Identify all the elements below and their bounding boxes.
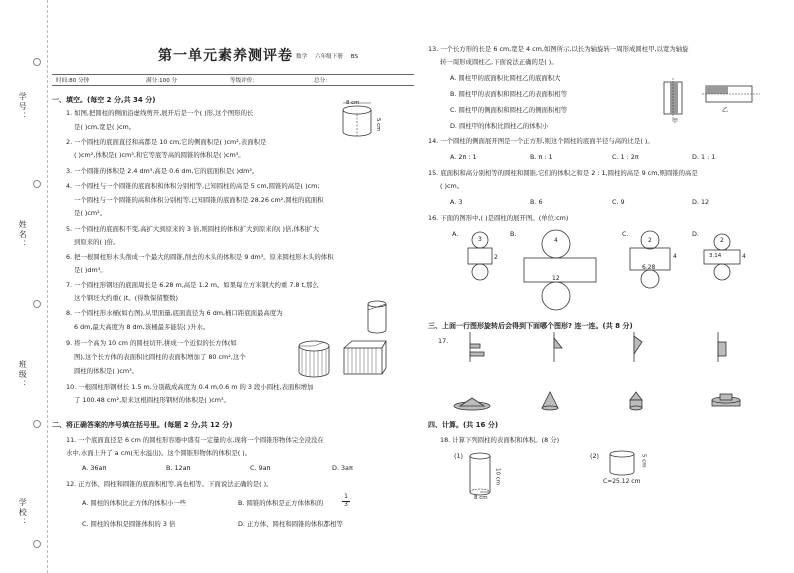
binding-margin [0, 0, 48, 573]
name-label: 姓名： [18, 220, 28, 250]
q12-line: 12. 正方体、圆柱和圆锥的底面积相等,高也相等。下面说法正确的是( )。 [66, 480, 273, 488]
q16-line: 16. 下面的图形中,( )是圆柱的展开图。(单位:cm) [428, 214, 569, 222]
info-bar [52, 74, 414, 86]
net-a-2: 2 [494, 254, 498, 261]
part1-line: 2. 一个圆柱的底面直径和高都是 10 cm,它的侧面积是( )cm²,表面积是 [66, 138, 267, 146]
part1-line: 3. 一个圆锥的体积是 2.4 dm³,高是 0.6 dm,它的底面积是( )dm²。 [66, 167, 259, 175]
part1-line: 圆柱的体积是( )cm³。 [74, 367, 139, 375]
q15-option-b: B. 6 [530, 198, 543, 206]
grade: 六年级下册 [314, 54, 343, 60]
part1-line: 了 100.48 cm²,原来这根圆柱形钢材的体积是( )cm³。 [74, 396, 230, 404]
q18-line: 18. 计算下列圆柱的表面积和体积。(8 分) [440, 436, 560, 444]
q15-line2: ( )cm。 [440, 182, 464, 190]
part1-line: 是( )dm³。 [74, 266, 107, 274]
part1-line: ( )cm²,体积是( )cm³,和它等底等高的圆锥的体积是( )cm³。 [74, 151, 245, 159]
q14-option-a: A. 2π : 1 [450, 153, 477, 161]
part1-line: 8. 一个圆柱形水桶(如右图),从里面量,底面直径为 6 dm,桶口距底面最高度为 [66, 309, 283, 317]
student-no-label: 学号： [18, 92, 28, 122]
q14-line: 14. 一个圆柱的侧面展开图是一个正方形,则这个圆柱的底面半径与高的比是( )。 [428, 137, 654, 145]
edition: BS [350, 54, 359, 60]
height-5-label: 5 cm [640, 454, 647, 468]
q12-option-b: B. 圆锥的体积是正方体体积的 [238, 499, 324, 507]
circumference-label: C=25.12 cm [603, 478, 641, 485]
part1-line: 7. 一个圆柱形钢坯的底面周长是 6.28 m,高是 1.2 m。如果每立方米钢大约重 7.8 t,那么 [66, 281, 319, 289]
q13-line2: 转一周形成圆柱乙,下面说法正确的是( )。 [440, 58, 558, 66]
q13-line1: 13. 一个长方形的长是 6 cm,宽是 4 cm,如图所示,以长为轴旋转一周形成圆柱甲,以宽为轴旋 [428, 45, 689, 53]
fig1-width-label: 8 cm [346, 100, 360, 106]
subject: 数学 [296, 54, 308, 60]
fraction-one-third [342, 494, 350, 509]
cut-cylinder-figure [296, 338, 386, 380]
net-d-314: 3.14 [709, 253, 722, 259]
q12-option-a: A. 圆柱的体积比正方体的体积小一些 [82, 499, 187, 507]
part1-line: 5. 一个圆柱的底面积不变,高扩大到原来的 3 倍,则圆柱的体积扩大到原来的( )倍,体积扩大 [66, 225, 320, 233]
q13-option-d: D. 圆柱甲的体积比圆柱乙的体积小 [450, 122, 549, 130]
q11-option-b: B. 12aπ [166, 464, 191, 472]
q12-option-c: C. 圆柱的体积是圆锥体积的 3 倍 [82, 520, 176, 528]
fig-1-label: (1) [454, 452, 464, 460]
part1-line: 是( )cm,宽是( )cm。 [74, 123, 136, 131]
section-3-heading: 三、上面一行图形旋转后会得到下面哪个图形? 连一连。(共 8 分) [428, 322, 633, 330]
q13-option-c: C. 圆柱甲的侧面积和圆柱乙的侧面积相等 [450, 106, 568, 114]
height-10-label: 10 cm [494, 468, 501, 486]
part1-line: 6. 把一根圆柱形木头削成一个最大的圆锥,削去的木头的体积是 9 dm³。原来圆柱形木头的体积 [66, 253, 334, 261]
q11-option-a: A. 36aπ [82, 464, 107, 472]
q15-line1: 15. 底面积和高分别相等的圆柱和圆锥,它们的体积之和是 2 : 1,圆柱的高是 9 cm,则圆锥的高是 [428, 169, 698, 177]
bucket-figure [365, 300, 389, 334]
subtitle [296, 54, 364, 60]
q16-option-c: C. [622, 230, 629, 238]
yi-label: 乙 [722, 107, 729, 114]
part1-line: 这个钢坯大约重( )t。(得数保留整数) [74, 294, 178, 302]
total-label: 总分： [314, 78, 331, 84]
score-label: 满分:100 分 [146, 78, 178, 84]
net-d-4: 4 [742, 253, 746, 260]
part1-line: 4. 一个圆柱与一个圆锥的底面积和体积分别相等,已知圆柱的高是 5 cm,圆锥的高是( )cm; [66, 182, 320, 190]
part1-line: 到原来的( )倍。 [74, 238, 120, 246]
section-4-heading: 四、计算。(共 16 分) [428, 421, 499, 429]
q14-option-c: C. 1 : 2π [612, 153, 639, 161]
q11-option-c: C. 9aπ [250, 464, 271, 472]
binding-hole [33, 58, 41, 66]
fraction-denominator: 3 [344, 500, 348, 508]
binding-hole [33, 420, 41, 428]
q13-rotation-figure [660, 78, 766, 122]
q15-option-c: C. 9 [612, 198, 625, 206]
part1-line: 1. 如图,把圆柱的侧面沿虚线剪开,展开后是一个( )形,这个图形的长 [66, 109, 254, 117]
q16-option-d: D. [692, 230, 699, 238]
time-label: 时间:80 分钟 [56, 78, 90, 84]
q15-option-d: D. 12 [692, 198, 710, 206]
q15-option-a: A. 3 [450, 198, 463, 206]
part1-line: 是( )cm²。 [74, 209, 107, 217]
binding-hole [33, 540, 41, 548]
fig1-height-label: 5 cm [375, 118, 382, 132]
q11-option-d: D. 3aπ [332, 464, 353, 472]
q17-rotation-shapes [450, 330, 770, 414]
part1-line: 图),这个长方体的表面积比圆柱的表面积增加了 80 cm²,这个 [74, 353, 246, 361]
q16-option-b: B. [510, 230, 517, 238]
q13-option-a: A. 圆柱甲的底面积比圆柱乙的底面积大 [450, 74, 561, 82]
net-c-628: 6.28 [642, 264, 656, 271]
page-title: 第一单元素养测评卷 [158, 48, 293, 64]
section-1-heading: 一、填空。(每空 2 分,共 34 分) [52, 96, 156, 104]
net-b-4: 4 [554, 237, 558, 244]
class-label: 班级： [18, 360, 28, 390]
q13-option-b: B. 圆柱甲的表面积和圆柱乙的表面积相等 [450, 90, 568, 98]
diameter-8-label: 8 cm [474, 495, 488, 501]
q14-option-d: D. 1 : 1 [692, 153, 716, 161]
school-label: 学校： [18, 498, 28, 528]
net-d-2: 2 [720, 237, 724, 244]
q11-line1: 11. 一个底面直径是 6 cm 的圆柱形容器中盛有一定量的水,现将一个圆锥形物体完全浸没在 [66, 436, 324, 444]
net-c-4: 4 [673, 253, 677, 260]
part1-line: 10. 一根圆柱形钢材长 1.5 m,分别截成高度为 0.4 m,0.6 m 的 3 段小圆柱,表面积增加 [66, 383, 314, 391]
net-b-12: 12 [552, 275, 560, 282]
fraction-numerator: 1 [342, 494, 350, 502]
part1-line: 9. 将一个高为 10 cm 的圆柱切开,拼成一个近似的长方体(如 [66, 339, 237, 347]
level-label: 等级评价： [230, 78, 258, 84]
q16-option-a: A. [452, 230, 459, 238]
net-a-3: 3 [478, 236, 482, 243]
part1-line: 一个圆柱与一个圆锥的高和体积分别相等,已知圆锥的底面积是 28.26 cm²,圆柱的底面积 [74, 196, 324, 204]
fig-2-label: (2) [590, 452, 600, 460]
part1-line: 6 dm,最大高度为 8 dm,该桶最多能装( )升水。 [74, 323, 210, 331]
q11-line2: 水中,水面上升了 a cm(无水溢出)。这个圆锥形物体的体积是( )。 [66, 449, 252, 457]
binding-hole [33, 180, 41, 188]
binding-hole [33, 300, 41, 308]
jia-label: 甲 [672, 118, 679, 125]
net-c-2: 2 [648, 237, 652, 244]
q17-label: 17. [438, 337, 449, 345]
section-2-heading: 二、将正确答案的序号填在括号里。(每题 2 分,共 12 分) [52, 421, 233, 429]
q14-option-b: B. π : 1 [530, 153, 553, 161]
q16-nets-figure [440, 230, 780, 314]
q12-option-d: D. 正方体、圆柱和圆锥的体积都相等 [238, 520, 343, 528]
